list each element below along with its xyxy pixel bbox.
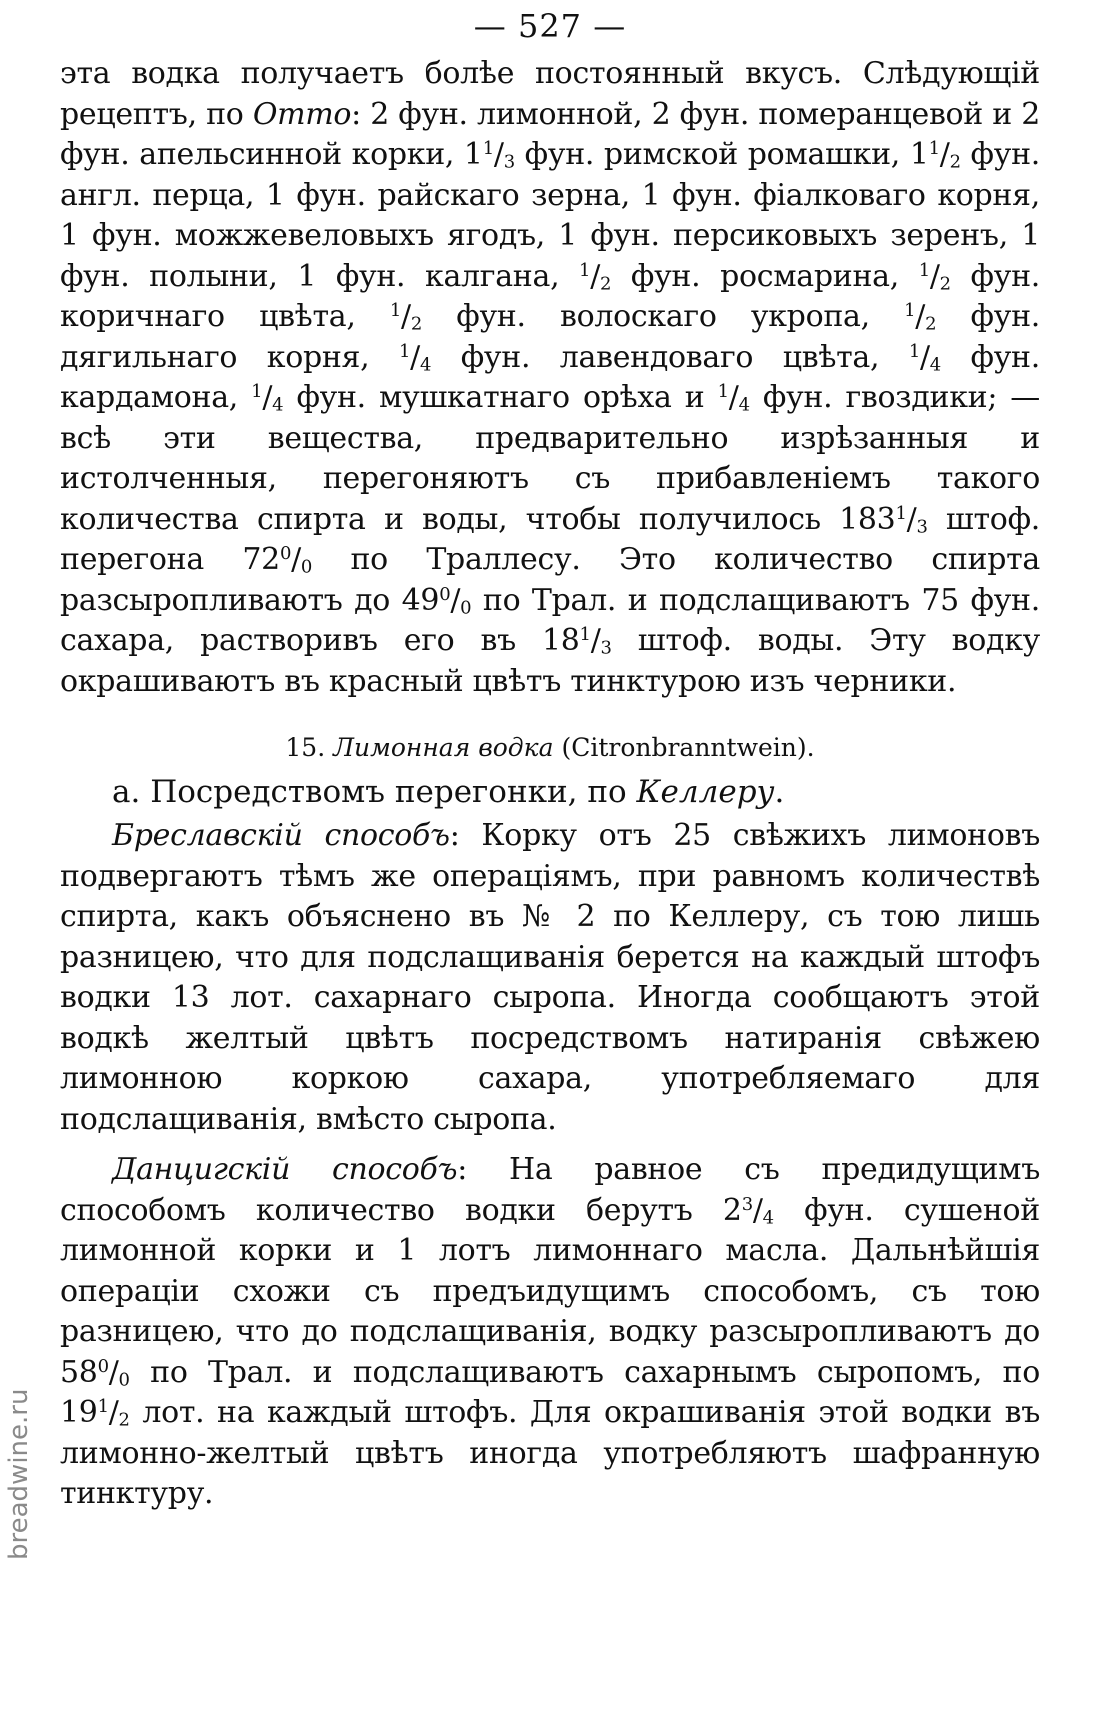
fraction-den: 2 — [600, 273, 612, 295]
section-title-german: (Citronbranntwein). — [553, 733, 815, 762]
section-heading — [60, 730, 1040, 766]
text: штоф. перегона 72 — [60, 501, 1040, 577]
percent-sub: 0 — [118, 1369, 130, 1391]
text: фун. коричнаго цвѣта, — [60, 258, 1041, 334]
text: фун. лавендоваго цвѣта, — [431, 339, 909, 375]
text: фун. гвоздики; — всѣ эти вещества, предварительно изрѣзанныя и истолченныя, перегоняютъ съ прибавленіемъ такого количества спирта и воды, чтобы получилось 183 — [60, 380, 1041, 537]
text: фун. мушкатнаго орѣха и — [283, 380, 718, 415]
fraction-den: 3 — [503, 151, 515, 173]
text: фун. кардамона, — [60, 339, 1040, 415]
danzig-method-paragraph: Данцигскій способъ: На равное съ предидущимъ способомъ количество водки берутъ $2^3/_4$ фун. сушеной лимонной корки и 1 лотъ лимоннаго масла. Дальнѣйшія операціи схожи съ предъидущимъ способомъ, съ тою разницею, что до подслащиванія, водку разсыропливаютъ до $58^0/_0$ по Трал. и подслащиваютъ сахарнымъ сыропомъ, по $19^1/_2$ лот. на каждый штофъ. Для окрашиванія этой водки въ лимонно-желтый цвѣтъ иногда употребляютъ шафранную тинктуру. — [60, 1152, 1041, 1511]
fraction-num: 3 — [741, 1193, 753, 1215]
fraction-num: 1 — [579, 259, 591, 281]
percent-sup: 0 — [97, 1355, 109, 1377]
text: / — [291, 542, 301, 577]
text: фун. римской ромашки, 1 — [514, 137, 929, 172]
fraction-num: 1 — [389, 300, 402, 322]
recipe-paragraph: эта водка получаетъ болѣе постоянный вкусъ. Слѣдующій рецептъ, по Отто: 2 фун. лимонной, 2 фун. померанцевой и 2 фун. апельсинной корки, $1^1/_3$ фун. римской ромашки, $1^1/_2$ фун. англ. перца, 1 фун. райскаго зерна, 1 фун. фіалковаго корня, 1 фун. можжевеловыхъ ягодъ, 1 фун. персиковыхъ зеренъ, 1 фун. полыни, 1 фун. калгана, $^1/_2$ фун. росмарина, $^1/_2$ фун. коричнаго цвѣта, $^1/_2$ фун. волоскаго укропа, $^1/_2$ фун. дягильнаго корня, $^1/_4$ фун. лавендоваго цвѣта, $^1/_4$ фун. кардамона, $^1/_4$ фун. мушкатнаго орѣха и $^1/_4$ фун. гвоздики; — всѣ эти вещества, предварительно изрѣзанныя и истолченныя, перегоняютъ съ прибавленіемъ такого количества спирта и воды, чтобы получилось $183^1/_3$ штоф. перегона $72^0/_0$ по Траллесу. Это количество спирта разсыропливаютъ до $49^0/_0$ по Трал. и подслащиваютъ 75 фун. сахара, растворивъ его въ $18^1/_3$ штоф. воды. Эту водку окрашиваютъ въ красный цвѣтъ тинктурою изъ черники. — [60, 56, 1041, 699]
author-name-keller: Келлеру — [636, 774, 775, 810]
text: лот. на каждый штофъ. Для окрашиванія этой водки въ лимонно-желтый цвѣтъ иногда употребляютъ шафранную тинктуру. — [60, 1395, 1040, 1511]
text: фун. дягильнаго корня, — [60, 299, 1041, 375]
fraction-den: 4 — [762, 1207, 774, 1229]
fraction-num: 1 — [918, 259, 930, 281]
fraction-den: 2 — [410, 313, 422, 335]
fraction-num: 1 — [904, 300, 916, 322]
percent-sup: 0 — [439, 583, 451, 605]
percent-sub: 0 — [460, 597, 472, 619]
fraction-den: 2 — [949, 151, 961, 173]
section-number: 15. — [285, 733, 334, 762]
fraction-num: 1 — [251, 381, 263, 403]
fraction-den: 2 — [925, 313, 937, 335]
text: : Корку отъ 25 свѣжихъ лимоновъ подвергаютъ тѣмъ же операціямъ, при равномъ количествѣ спирта, какъ объяснено въ № 2 по Келлеру, съ тою лишь разницею, что для подслащиванія берется на каждый штофъ водки 13 лот. сахарнаго сыропа. Иногда сообщаютъ этой водкѣ желтый цвѣтъ посредствомъ натиранія свѣжею лимонною коркою сахара, употребляемаго для подслащиванія, вмѣсто сыропа. — [60, 818, 1041, 1137]
text: фун. англ. перца, 1 фун. райскаго зерна, 1 фун. фіалковаго корня, 1 фун. можжевеловыхъ ягодъ, 1 фун. персиковыхъ зеренъ, 1 фун. полыни, 1 фун. калгана, — [60, 137, 1041, 294]
fraction-num: 1 — [579, 624, 591, 646]
method-name: Бреславскій способъ — [112, 818, 450, 853]
text: штоф. воды. Эту водку окрашиваютъ въ красный цвѣтъ тинктурою изъ черники. — [60, 623, 1040, 699]
subsection-heading — [112, 770, 1040, 814]
text: эта водка получаетъ болѣе постоянный вкусъ. Слѣдующій рецептъ, по — [60, 56, 1040, 132]
fraction-den: 3 — [600, 637, 612, 659]
fraction-den: 4 — [419, 354, 432, 376]
fraction-num: 1 — [97, 1396, 109, 1418]
fraction-num: 1 — [895, 502, 907, 524]
fraction-den: 3 — [916, 516, 928, 538]
site-watermark: breadwine.ru — [4, 1388, 34, 1560]
text: : 2 фун. лимонной, 2 фун. померанцевой и 2 фун. апельсинной корки, 1 — [60, 96, 1041, 172]
text: . — [774, 774, 785, 810]
text: / — [108, 1354, 119, 1390]
text: по Траллесу. Это количество спирта разсыропливаютъ до 49 — [60, 542, 1040, 618]
text: фун. росмарина, — [611, 258, 919, 294]
breslau-method-paragraph — [60, 816, 1040, 1140]
fraction-num: 1 — [399, 340, 411, 362]
fraction-den: 4 — [738, 394, 750, 416]
method-name: Данцигскій способъ — [112, 1152, 458, 1187]
fraction-den: 2 — [939, 273, 951, 295]
text: а. Посредствомъ перегонки, по — [112, 774, 637, 810]
book-page — [60, 0, 1040, 1515]
author-name-otto: Отто — [252, 96, 352, 132]
text: / — [450, 582, 461, 618]
text: по Трал. и подслащиваютъ 75 фун. сахара, растворивъ его въ 18 — [60, 582, 1040, 658]
text: фун. волоскаго укропа, — [421, 299, 905, 334]
text: : На равное съ предидущимъ способомъ количество водки берутъ 2 — [60, 1152, 1041, 1228]
text: фун. сушеной лимонной корки и 1 лотъ лимоннаго масла. Дальнѣйшія операціи схожи съ предъидущимъ способомъ, съ тою разницею, что до подслащиванія, водку разсыропливаютъ до 58 — [60, 1192, 1040, 1390]
fraction-num: 1 — [908, 340, 920, 362]
fraction-num: 1 — [482, 138, 494, 160]
text: по Трал. и подслащиваютъ сахарнымъ сыропомъ, по 19 — [60, 1354, 1040, 1430]
page-number: — 527 — — [473, 7, 627, 45]
fraction-num: 1 — [717, 381, 729, 403]
percent-sub: 0 — [300, 556, 313, 578]
fraction-den: 4 — [929, 354, 941, 376]
fraction-den: 2 — [118, 1409, 130, 1431]
section-title: Лимонная водка — [333, 733, 554, 762]
fraction-num: 1 — [928, 138, 940, 160]
percent-sup: 0 — [279, 543, 292, 565]
fraction-den: 4 — [272, 394, 284, 416]
